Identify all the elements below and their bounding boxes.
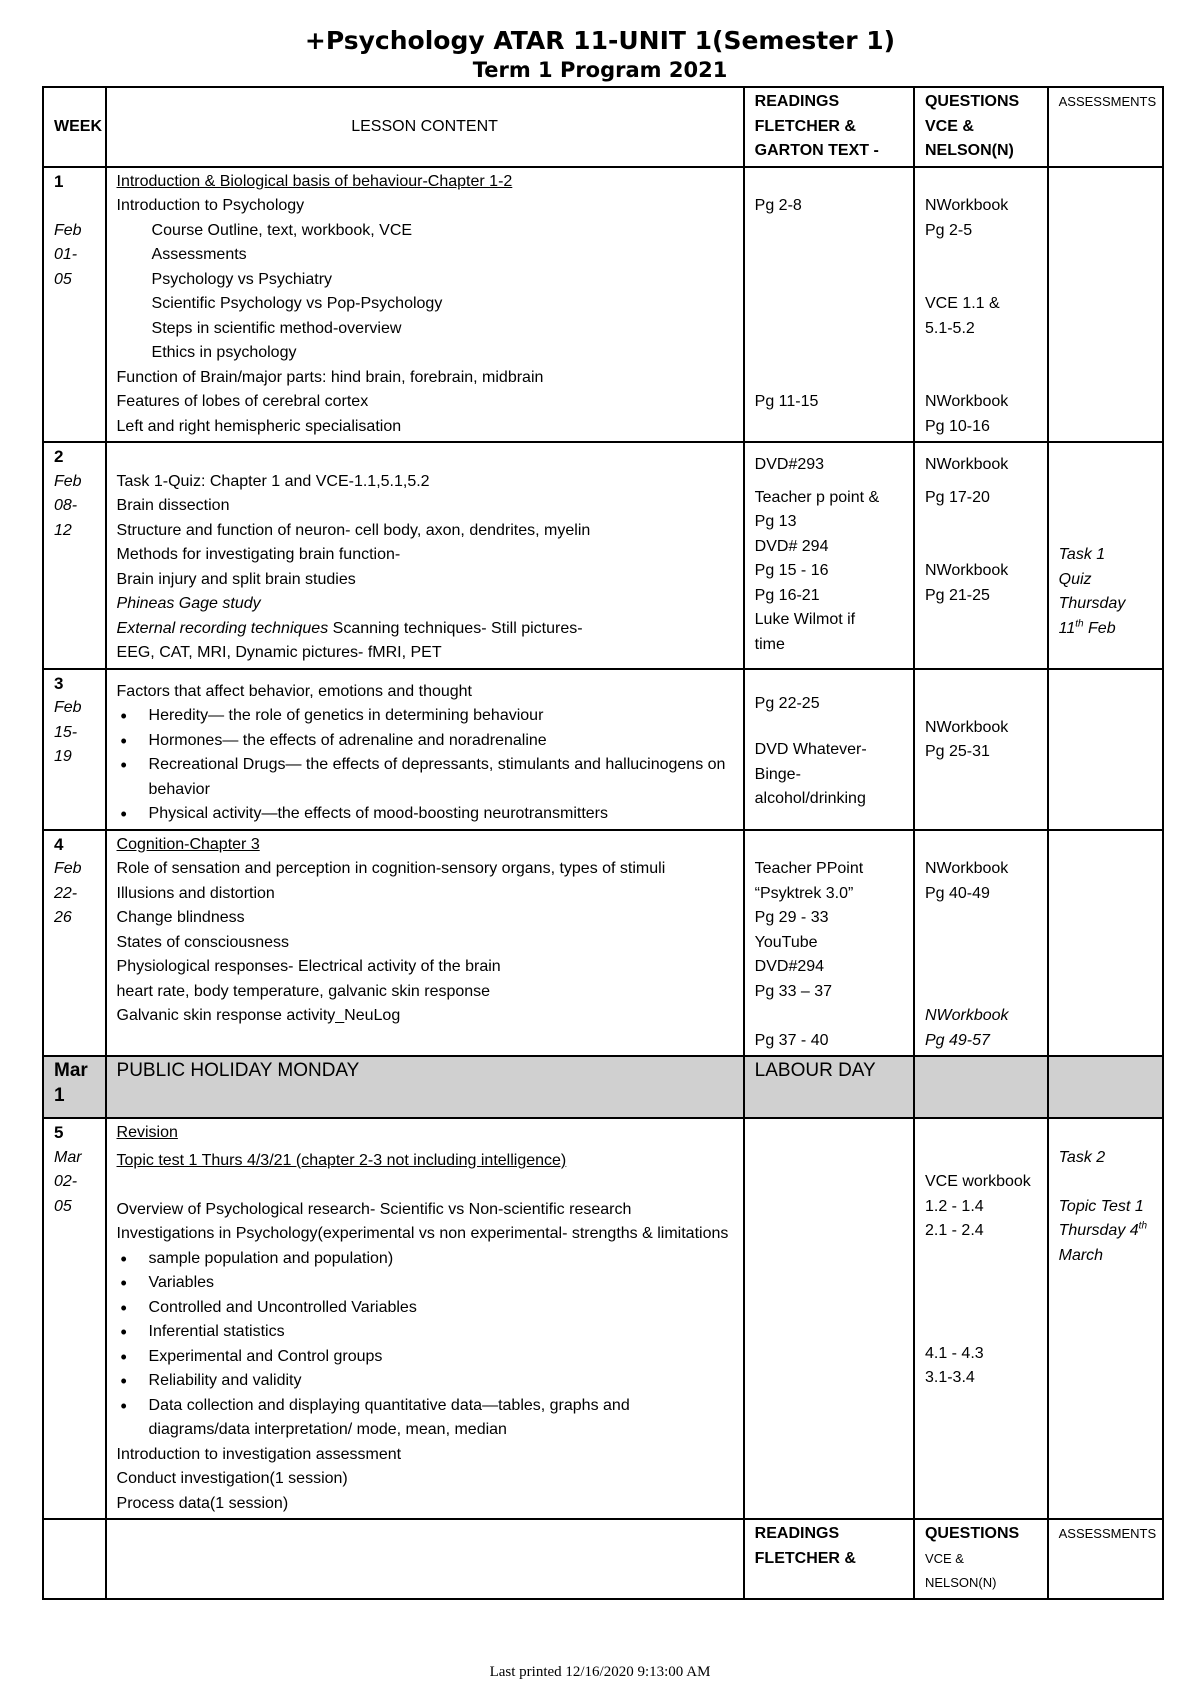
lesson-line: Left and right hemispheric specialisation: [116, 417, 402, 435]
lesson-line: Function of Brain/major parts: hind brain, forebrain, midbrain: [116, 368, 544, 386]
assessments-cell: [1048, 1118, 1163, 1519]
readings-line: DVD# 294: [754, 537, 829, 555]
week-date: Feb: [54, 472, 82, 490]
readings-line: Pg 16-21: [754, 586, 820, 604]
questions-line: NWorkbook: [924, 1007, 1009, 1024]
assessment-line: [1059, 617, 1152, 642]
header-questions-line: NELSON(N): [924, 142, 1014, 159]
assessment-line: Quiz: [1058, 570, 1092, 588]
readings-line: DVD#293: [754, 456, 825, 473]
week-number: 3: [54, 673, 64, 693]
assessment-line: Task 1: [1058, 546, 1106, 563]
questions-cell: [914, 1118, 1048, 1519]
week-date: Feb: [54, 699, 82, 716]
table-footer-row: [43, 1519, 1163, 1599]
questions-line: 2.1 - 2.4: [924, 1222, 984, 1239]
assessment-text: Thursday 4: [1058, 1222, 1139, 1239]
questions-cell: [914, 669, 1048, 830]
week-date: 22-26: [54, 884, 78, 926]
questions-line: Pg 10-16: [924, 417, 990, 435]
lesson-line: Conduct investigation(1 session): [116, 1470, 348, 1487]
questions-line: NWorkbook: [924, 562, 1009, 579]
list-item: • Experimental and Control groups: [117, 1345, 733, 1370]
header-questions-line: VCE &: [924, 117, 974, 135]
lesson-italic-text: External recording techniques: [116, 619, 329, 637]
lesson-line: Factors that affect behavior, emotions and thought: [116, 682, 472, 700]
lesson-line: Course Outline, text, workbook, VCE: [151, 221, 413, 239]
lesson-line: States of consciousness: [116, 933, 290, 951]
readings-line: Teacher p point &: [754, 488, 880, 506]
lesson-line: Introduction to Psychology: [116, 197, 305, 214]
holiday-readings: LABOUR DAY: [744, 1056, 914, 1118]
lesson-line: Illusions and distortion: [116, 884, 275, 902]
lesson-line: EEG, CAT, MRI, Dynamic pictures- fMRI, PET: [116, 644, 442, 661]
questions-line: NWorkbook: [924, 860, 1009, 877]
assessment-text: Feb: [1083, 619, 1116, 637]
readings-line: Pg 22-25: [754, 694, 820, 712]
list-item: • sample population and population): [117, 1247, 733, 1272]
lesson-line: Ethics in psychology: [151, 344, 297, 361]
header-assessments: ASSESSMENTS: [1048, 87, 1163, 167]
questions-cell: [914, 830, 1048, 1057]
lesson-line: Change blindness: [116, 909, 245, 926]
list-item: • Heredity— the role of genetics in determining behaviour: [117, 704, 733, 729]
week-cell: [43, 1519, 106, 1599]
lesson-line: Brain injury and split brain studies: [116, 570, 356, 588]
readings-line: Pg 15 - 16: [754, 562, 829, 579]
readings-cell: [744, 669, 914, 830]
questions-line: NWorkbook: [924, 456, 1009, 473]
questions-line: VCE workbook: [924, 1173, 1031, 1190]
readings-line: “Psyktrek 3.0”: [754, 884, 854, 902]
readings-line: Pg 33 – 37: [754, 982, 833, 1000]
lesson-line: Steps in scientific method-overview: [151, 319, 402, 337]
questions-cell: [914, 1056, 1048, 1118]
lesson-cell: [106, 830, 744, 1057]
program-table: [42, 86, 1164, 1600]
lesson-line: Assessments: [151, 246, 247, 263]
lesson-line: Role of sensation and perception in cognition-sensory organs, types of stimuli: [116, 860, 666, 877]
week-cell: [43, 442, 106, 669]
lesson-line: Introduction & Biological basis of behaviour-Chapter 1-2: [116, 172, 513, 190]
week-number: 4: [54, 834, 64, 854]
lesson-line: Methods for investigating brain function-: [116, 546, 401, 563]
questions-line: 4.1 - 4.3: [924, 1344, 984, 1362]
footer-readings: [744, 1519, 914, 1599]
header-readings-line: FLETCHER &: [754, 117, 856, 135]
lesson-line: Introduction to investigation assessment: [116, 1445, 402, 1463]
table-row-week-5: [43, 1118, 1163, 1519]
readings-line: YouTube: [754, 933, 818, 951]
questions-line: Pg 21-25: [924, 586, 990, 604]
footer-questions: [914, 1519, 1048, 1599]
list-item: • Variables: [117, 1271, 733, 1296]
questions-line: Pg 17-20: [924, 488, 990, 506]
assessment-sup: th: [1075, 618, 1084, 630]
readings-line: Teacher PPoint: [754, 860, 864, 877]
lesson-line: [117, 617, 733, 642]
assessment-text: 11: [1058, 619, 1076, 637]
lesson-line: Brain dissection: [116, 497, 230, 514]
table-row-week-3: [43, 669, 1163, 830]
lesson-line: Features of lobes of cerebral cortex: [116, 393, 369, 410]
week-date: 02-05: [54, 1173, 78, 1215]
readings-line: Pg 37 - 40: [754, 1031, 829, 1049]
lesson-line: Topic test 1 Thurs 4/3/21 (chapter 2-3 not including intelligence): [116, 1151, 567, 1169]
page-title: +Psychology ATAR 11-UNIT 1(Semester 1): [304, 26, 896, 55]
week-cell: [43, 1056, 106, 1118]
assessment-line: Thursday: [1058, 595, 1126, 612]
readings-line: Binge-: [754, 765, 801, 783]
table-header-row: [43, 87, 1163, 167]
lesson-line: Cognition-Chapter 3: [116, 835, 260, 853]
table-row-week-2: [43, 442, 1163, 669]
readings-cell: [744, 830, 914, 1057]
readings-cell: [744, 442, 914, 669]
questions-line: Pg 49-57: [924, 1031, 990, 1049]
week-cell: [43, 167, 106, 443]
week-cell: [43, 1118, 106, 1519]
questions-line: 5.1-5.2: [924, 319, 975, 337]
assessment-sup: th: [1138, 1220, 1148, 1232]
last-printed-footer: Last printed 12/16/2020 9:13:00 AM: [489, 1664, 711, 1680]
readings-line: DVD#294: [754, 958, 825, 975]
header-readings-line: READINGS: [754, 93, 840, 110]
list-item: • Reliability and validity: [117, 1369, 733, 1394]
footer-readings-line: READINGS: [754, 1525, 840, 1542]
questions-line: Pg 25-31: [924, 743, 990, 760]
questions-line: 3.1-3.4: [924, 1369, 975, 1386]
week-number: 2: [54, 447, 64, 466]
header-questions: [914, 87, 1048, 167]
lesson-line: Galvanic skin response activity_NeuLog: [116, 1007, 401, 1024]
assessments-cell: [1048, 442, 1163, 669]
week-date: Feb: [54, 860, 82, 877]
lesson-text: Scanning techniques- Still pictures-: [328, 619, 583, 637]
readings-line: alcohol/drinking: [754, 790, 866, 807]
lesson-cell: [106, 1118, 744, 1519]
lesson-cell: [106, 442, 744, 669]
week-number: 1: [54, 171, 64, 191]
list-item: • Data collection and displaying quantitative data—tables, graphs and diagrams/data interpretation/ mode, mean, median: [117, 1394, 733, 1443]
lesson-line: Scientific Psychology vs Pop-Psychology: [151, 295, 443, 312]
assessment-line: Topic Test 1: [1058, 1197, 1144, 1215]
lesson-line: Revision: [116, 1124, 178, 1141]
lesson-line: Physiological responses- Electrical activity of the brain: [116, 958, 501, 975]
readings-line: Pg 2-8: [754, 197, 802, 214]
lesson-line: Overview of Psychological research- Scientific vs Non-scientific research: [116, 1200, 632, 1218]
questions-line: VCE 1.1 &: [924, 295, 1000, 312]
lesson-cell: [106, 167, 744, 443]
week-date: Feb: [54, 221, 82, 239]
questions-line: 1.2 - 1.4: [924, 1197, 984, 1215]
lesson-line: heart rate, body temperature, galvanic skin response: [116, 982, 491, 1000]
holiday-week: Mar: [54, 1060, 88, 1081]
week-date: 08-12: [54, 497, 78, 539]
table-row-week-1: [43, 167, 1163, 443]
lesson-line: Process data(1 session): [116, 1494, 289, 1512]
footer-readings-line: FLETCHER &: [754, 1549, 856, 1567]
lesson-line: Phineas Gage study: [116, 595, 261, 612]
readings-line: DVD Whatever-: [754, 741, 867, 758]
holiday-week: 1: [54, 1084, 65, 1106]
week-cell: [43, 669, 106, 830]
list-item: • Physical activity—the effects of mood-boosting neurotransmitters: [117, 802, 733, 827]
week-cell: [43, 830, 106, 1057]
questions-line: Pg 2-5: [924, 221, 973, 239]
readings-line: Pg 29 - 33: [754, 909, 829, 926]
readings-cell: [744, 167, 914, 443]
assessments-cell: [1048, 167, 1163, 443]
questions-line: NWorkbook: [924, 393, 1009, 410]
questions-cell: [914, 167, 1048, 443]
page-subtitle: Term 1 Program 2021: [472, 58, 728, 82]
week-date: Mar: [54, 1148, 82, 1166]
questions-cell: [914, 442, 1048, 669]
lesson-cell: [106, 669, 744, 830]
header-readings: [744, 87, 914, 167]
assessments-cell: [1048, 669, 1163, 830]
questions-line: NWorkbook: [924, 718, 1009, 736]
table-row-holiday: [43, 1056, 1163, 1118]
week-date: 15-19: [54, 723, 78, 765]
list-item: • Inferential statistics: [117, 1320, 733, 1345]
header-readings-line: GARTON TEXT -: [754, 142, 879, 159]
list-item: • Hormones— the effects of adrenaline and noradrenaline: [117, 729, 733, 754]
questions-line: Pg 40-49: [924, 884, 990, 902]
assessment-line: Task 2: [1058, 1148, 1106, 1166]
lesson-line: Psychology vs Psychiatry: [151, 270, 333, 288]
lesson-bullet-list: [117, 1247, 733, 1443]
week-number: 5: [54, 1123, 64, 1142]
lesson-cell: [106, 1519, 744, 1599]
header-questions-line: QUESTIONS: [924, 93, 1020, 110]
lesson-bullet-list: [117, 704, 733, 827]
assessment-line: [1059, 1219, 1152, 1244]
readings-line: time: [754, 635, 785, 653]
assessments-cell: [1048, 1056, 1163, 1118]
footer-assessments: ASSESSMENTS: [1048, 1519, 1163, 1599]
holiday-lesson: PUBLIC HOLIDAY MONDAY: [106, 1056, 744, 1118]
assessment-line: March: [1058, 1246, 1104, 1264]
readings-line: Pg 11-15: [754, 393, 819, 410]
assessments-cell: [1048, 830, 1163, 1057]
footer-questions-line: VCE & NELSON(N): [924, 1550, 997, 1590]
lesson-line: Investigations in Psychology(experimental vs non experimental- strengths & limitations: [116, 1225, 729, 1242]
list-item: • Recreational Drugs— the effects of depressants, stimulants and hallucinogens on behavior: [117, 753, 733, 802]
footer-questions-line: QUESTIONS: [924, 1525, 1020, 1542]
lesson-line: Structure and function of neuron- cell body, axon, dendrites, myelin: [116, 521, 591, 539]
table-row-week-4: [43, 830, 1163, 1057]
readings-line: Luke Wilmot if: [754, 611, 856, 628]
lesson-line: Task 1-Quiz: Chapter 1 and VCE-1.1,5.1,5.2: [116, 472, 430, 490]
readings-cell: [744, 1118, 914, 1519]
header-week: WEEK: [43, 87, 106, 167]
readings-line: Pg 13: [754, 513, 797, 530]
questions-line: NWorkbook: [924, 197, 1009, 214]
list-item: • Controlled and Uncontrolled Variables: [117, 1296, 733, 1321]
header-lesson-content: LESSON CONTENT: [106, 87, 744, 167]
week-date: 01-05: [54, 246, 78, 288]
